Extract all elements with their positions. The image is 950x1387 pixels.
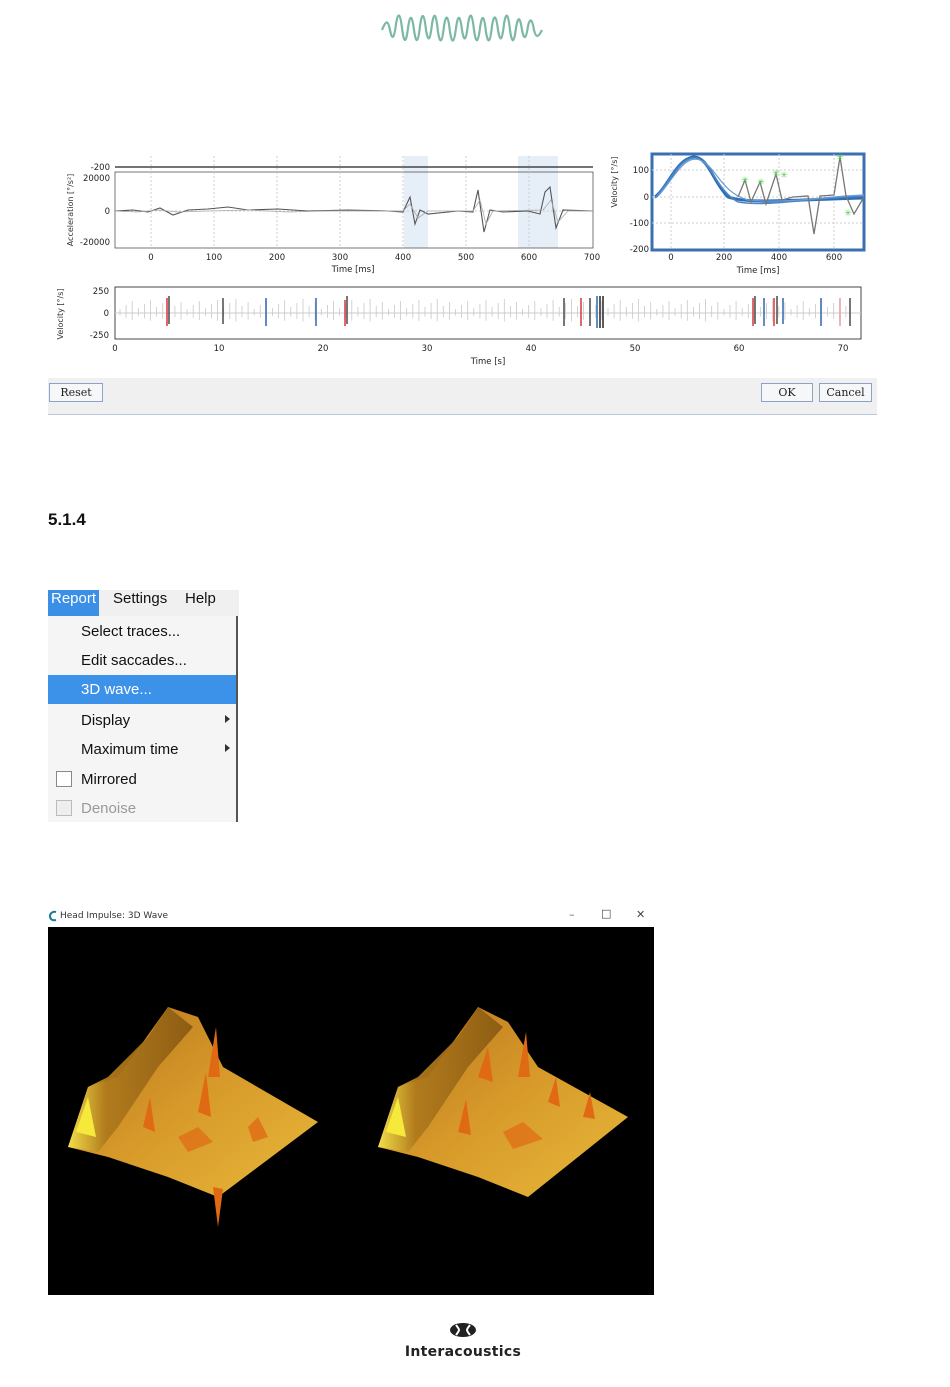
vel-s-ytick: 0 [103,309,109,319]
menu-item-display[interactable] [48,706,236,735]
acceleration-plot [66,156,600,275]
menu-help[interactable]: Help [185,590,216,607]
menu-item-label: Edit saccades... [81,652,187,669]
svg-text:✳: ✳ [741,176,749,186]
velocity-ms-plot [610,153,864,276]
vel-ms-xtick: 0 [668,253,674,263]
vel-ms-ylabel: Velocity [°/s] [610,156,619,208]
acc-xtick: 100 [205,253,223,263]
velocity-s-plot [56,287,861,367]
maximize-button[interactable]: □ [601,907,612,920]
vel-s-xtick: 30 [421,344,433,354]
vel-ms-ytick: 100 [632,166,649,176]
menu-report[interactable]: Report [48,590,99,616]
acc-xtick: 600 [520,253,538,263]
vel-s-ylabel: Velocity [°/s] [56,288,65,340]
3d-wave-window [48,906,654,1295]
menu-item-label: Mirrored [81,771,137,788]
menu-item-label: 3D wave... [81,681,152,698]
brand-name: Interacoustics [404,1344,522,1360]
svg-text:✳: ✳ [844,209,852,219]
vel-s-xtick: 50 [629,344,641,354]
menu-item-label: Display [81,712,131,729]
menu-item-edit-saccades[interactable] [48,646,236,675]
waveform-logo-icon [380,10,545,48]
app-icon [49,910,58,922]
vel-ms-xlabel: Time [ms] [736,266,780,276]
acc-xtick: 300 [331,253,349,263]
denoise-checkbox [56,800,72,816]
menu-bar [48,590,239,616]
menu-item-denoise [48,794,236,823]
menu-item-label: Denoise [81,800,137,817]
acc-ylabel: Acceleration [°/s²] [66,173,75,247]
submenu-arrow-icon [225,744,230,752]
acc-xlabel: Time [ms] [331,265,375,275]
acc-ytick: -200 [90,163,110,173]
plots-dialog-screenshot [48,152,877,415]
menu-item-select-traces[interactable] [48,617,236,646]
vel-ms-xtick: 400 [770,253,788,263]
vel-s-xlabel: Time [s] [470,357,506,367]
menu-item-label: Maximum time [81,741,179,758]
close-button[interactable]: ✕ [636,908,646,921]
dialog-button-bar [48,378,877,414]
vel-s-xtick: 10 [213,344,225,354]
menu-item-label: Select traces... [81,623,181,640]
interacoustics-logo-icon [449,1322,477,1338]
vel-ms-ytick: 0 [643,193,649,203]
svg-text:✳: ✳ [757,178,765,188]
acc-xtick: 200 [268,253,286,263]
window-titlebar [48,906,654,927]
ok-button[interactable]: OK [761,383,813,402]
menu-item-mirrored[interactable] [48,765,236,794]
section-number: 5.1.4 [48,510,86,529]
surface-right [378,1007,628,1197]
vel-ms-ytick: -100 [629,219,649,229]
submenu-arrow-icon [225,715,230,723]
cancel-button[interactable]: Cancel [819,383,872,402]
vel-ms-xtick: 200 [715,253,733,263]
menu-settings[interactable]: Settings [113,590,168,607]
acc-xtick: 0 [148,253,154,263]
vel-ms-xtick: 600 [825,253,843,263]
acc-xtick: 400 [394,253,412,263]
mirrored-checkbox[interactable] [56,771,72,787]
vel-s-xtick: 40 [525,344,537,354]
vel-s-xtick: 70 [837,344,849,354]
acc-xtick: 500 [457,253,475,263]
menu-item-maximum-time[interactable] [48,735,236,764]
acc-ytick: 20000 [82,174,110,184]
report-dropdown [48,616,238,822]
minimize-button[interactable]: – [569,908,575,921]
acc-ytick: -20000 [79,238,110,248]
acc-ytick: 0 [104,207,110,217]
plots-svg [48,152,877,378]
reset-button[interactable]: Reset [49,383,103,402]
vel-s-xtick: 20 [317,344,329,354]
svg-text:✳: ✳ [780,171,788,181]
svg-text:✳: ✳ [772,169,780,179]
menu-item-3d-wave[interactable] [48,675,236,704]
window-title: Head Impulse: 3D Wave [60,911,169,921]
3d-wave-canvas[interactable] [48,927,654,1295]
acc-xtick: 700 [583,253,601,263]
vel-s-xtick: 0 [112,344,118,354]
svg-text:✳: ✳ [836,153,844,163]
brand-footer [398,1322,528,1360]
vel-s-xtick: 60 [733,344,745,354]
surface-left [68,1007,318,1227]
vel-s-ytick: -250 [89,331,109,341]
vel-ms-ytick: -200 [629,245,649,255]
vel-s-ytick: 250 [92,287,109,297]
